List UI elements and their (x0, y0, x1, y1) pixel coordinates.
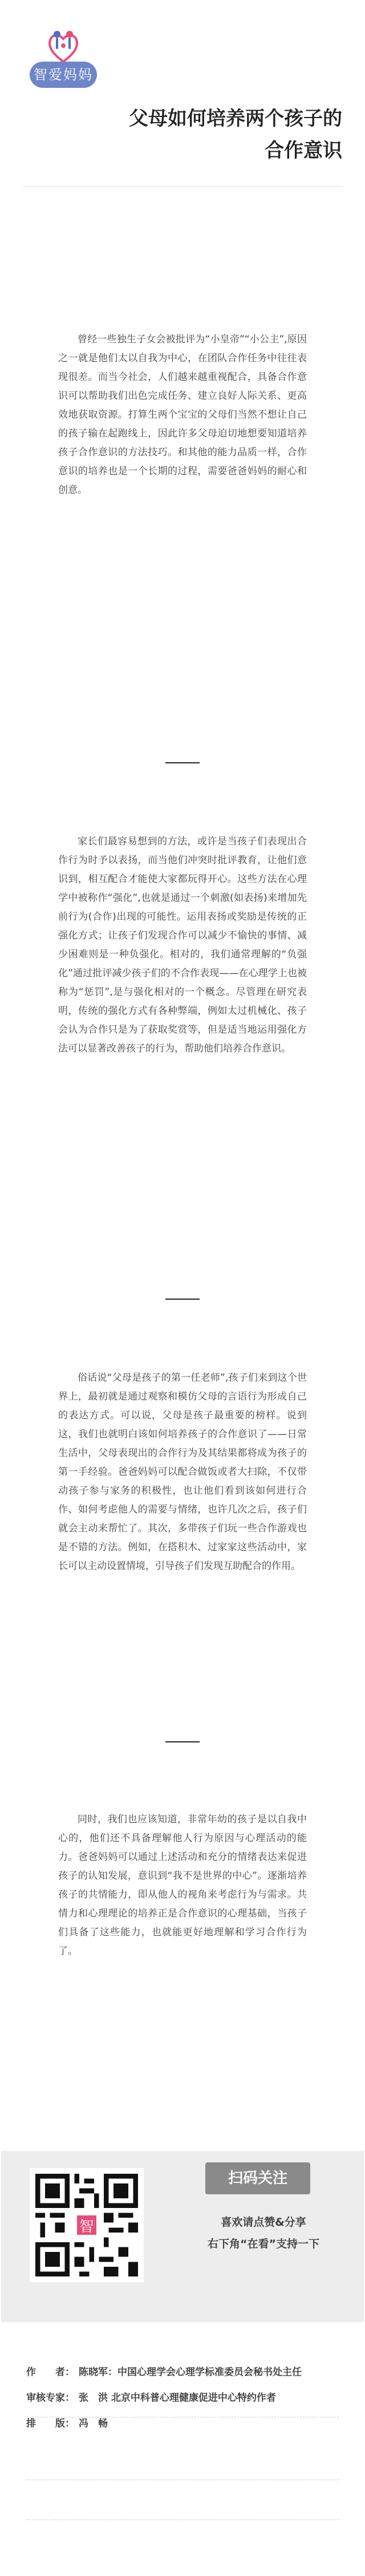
page-title (80, 103, 342, 167)
qr-center-text: 智 (79, 2218, 94, 2236)
qr-code-icon (35, 2174, 138, 2276)
credits (26, 2363, 346, 2433)
section-divider-1 (165, 762, 200, 763)
like-share-text: 喜欢请点赞&分享 (221, 2216, 306, 2229)
family-heart-icon (47, 29, 80, 64)
credit-reviewer (26, 2389, 346, 2408)
scan-follow-badge: 扫码关注 (205, 2162, 310, 2194)
credit-value: 陈晓军：中国心理学会心理学标准委员会秘书处主任 (79, 2367, 302, 2378)
article-paragraph-1: 曾经一些独生子女会被批评为“小皇帝”“小公主”,原因之一就是他们太以自我为中心，在团队合作任务中往往表现很差。而当今社会，人们越来越重视配合，具备合作意识可以帮助我们出色完成任务、建立良好人际关系、更高效地获取资源。打算生两个宝宝的父母们当然不想让自己的孩子输在起跑线上，因此许多父母迫切地想要知道培养孩子合作意识的方法技巧。和其他的能力品质一样，合作意识的培养也是一个长期的过程，需要爸爸妈妈的耐心和创意。 (58, 334, 307, 496)
section-divider-3 (165, 1741, 200, 1742)
section-divider-2 (165, 1299, 200, 1300)
credit-label: 作 者： (26, 2367, 75, 2378)
credit-author (26, 2363, 346, 2382)
credit-value: 张 洪 北京中科普心理健康促进中心特约作者 (79, 2392, 276, 2404)
credit-label: 排 版： (26, 2418, 75, 2429)
brand-logo (30, 29, 97, 91)
brand-logo-text: 智爱妈妈 (30, 62, 97, 88)
qr-code[interactable] (30, 2168, 144, 2282)
follow-card (1, 2151, 364, 2322)
page-title-line-2: 合作意识 (265, 139, 342, 162)
article-paragraph-3: 俗话说“父母是孩子的第一任老师”,孩子们来到这个世界上，最初就是通过观察和模仿父母的言语行为形成自己的表达方式。可以说，父母是孩子最重要的榜样。说到这，我们也就明白该如何培养孩子的合作意识了——日常生活中，父母表现出的合作行为及其结果都将成为孩子的第一手经验。爸爸妈妈可以配合做饭或者大扫除，不仅带动孩子参与家务的积极性，也让他们看到该如何进行合作、如何考虑他人的需要与情绪，也许几次之后，孩子们就会主动来帮忙了。其次，多带孩子们玩一些合作游戏也是不错的方法。例如，在搭积木、过家家这些活动中，家长可以主动设置情境，引导孩子们发现互助配合的作用。 (58, 1372, 307, 1572)
article-paragraph-2: 家长们最容易想到的方法，或许是当孩子们表现出合作行为时予以表扬，而当他们冲突时批评教育，让他们意识到，相互配合才能使大家都玩得开心。这些方法在心理学中被称作“强化”,也就是通过一个刺激(如表扬)来增加先前行为(合作)出现的可能性。运用表扬或奖励是传统的正强化方式；让孩子们发现合作可以减少不愉快的事情、减少困难则是一种负强化。相对的，我们通常理解的“负强化”通过批评减少孩子们的不合作表现——在心理学上也被称为“惩罚”,是与强化相对的一个概念。尽管理在研究表明，传统的强化方式有各种弊端，例如太过机械化、孩子会认为合作只是为了获取奖赏等，但是适当地运用强化方法可以显著改善孩子的行为，帮助他们培养合作意识。 (58, 836, 307, 1054)
credit-label: 审核专家： (26, 2392, 75, 2404)
credit-value: 冯 畅 (79, 2418, 108, 2429)
in-view-support-text: 右下角“在看”支持一下 (208, 2238, 319, 2250)
title-divider (23, 186, 342, 187)
article-paragraph-4: 同时，我们也应该知道，非常年幼的孩子是以自我中心的，他们还不具备理解他人行为原因与心理活动的能力。爸爸妈妈可以通过上述活动和充分的情绪表达来促进孩子的认知发展，意识到“我不是世界的中心”。逐渐培养孩子的共情能力，即从他人的视角来考虑行为与需求。共情力和心理理论的培养正是合作意识的心理基础，当孩子们具备了这些能力，也就能更好地理解和学习合作行为了。 (58, 1814, 307, 1957)
page-title-line-1: 父母如何培养两个孩子的 (129, 107, 342, 130)
